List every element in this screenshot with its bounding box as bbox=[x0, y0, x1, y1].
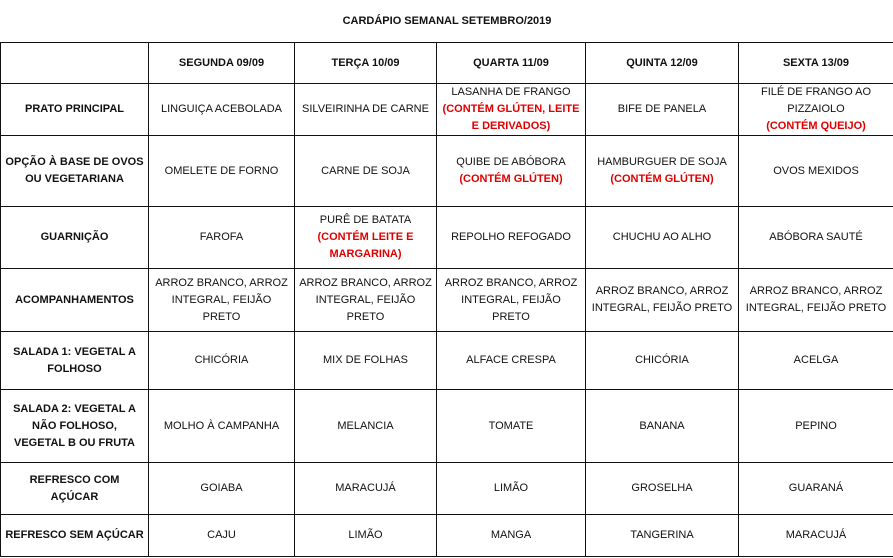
dish-name: FILÉ DE FRANGO AO PIZZAIOLO bbox=[760, 86, 872, 115]
menu-cell bbox=[437, 332, 586, 390]
menu-cell bbox=[295, 515, 437, 557]
dish-name: MARACUJÁ bbox=[335, 482, 396, 494]
dish-name: BANANA bbox=[639, 419, 685, 432]
menu-cell bbox=[149, 463, 295, 515]
menu-cell bbox=[437, 207, 586, 269]
table-row bbox=[1, 207, 893, 269]
menu-cell bbox=[739, 515, 893, 557]
day-header: QUINTA 12/09 bbox=[586, 43, 739, 84]
dish-name: MARACUJÁ bbox=[785, 529, 847, 541]
dish-name: GOIABA bbox=[200, 482, 243, 494]
menu-cell bbox=[586, 515, 739, 557]
dish-name: HAMBURGUER DE SOJA bbox=[597, 156, 727, 168]
menu-cell bbox=[739, 136, 893, 207]
dish-name: OVOS MEXIDOS bbox=[773, 164, 859, 177]
menu-cell bbox=[149, 332, 295, 390]
menu-cell bbox=[149, 207, 295, 269]
dish-name: ALFACE CRESPA bbox=[466, 354, 556, 366]
allergen-note: (CONTÉM GLÚTEN) bbox=[459, 173, 563, 185]
menu-cell bbox=[739, 269, 893, 332]
dish-name: BIFE DE PANELA bbox=[617, 103, 707, 115]
table-row bbox=[1, 463, 893, 515]
dish-name: ARROZ BRANCO, ARROZ INTEGRAL, FEIJÃO PRETO bbox=[155, 276, 288, 323]
row-label: REFRESCO SEM AÇÚCAR bbox=[1, 515, 149, 557]
dish-name: CARNE DE SOJA bbox=[321, 164, 410, 177]
dish-name: PEPINO bbox=[795, 419, 837, 432]
dish-name: GUARANÁ bbox=[788, 482, 844, 494]
dish-name: QUIBE DE ABÓBORA bbox=[456, 156, 566, 168]
table-row bbox=[1, 136, 893, 207]
allergen-note: (CONTÉM LEITE E MARGARINA) bbox=[317, 231, 414, 260]
menu-cell bbox=[586, 332, 739, 390]
dish-name: REPOLHO REFOGADO bbox=[451, 231, 571, 243]
dish-name: GROSELHA bbox=[631, 482, 693, 494]
menu-cell bbox=[149, 515, 295, 557]
dish-name: ARROZ BRANCO, ARROZ INTEGRAL, FEIJÃO PRETO bbox=[591, 285, 733, 314]
table-row bbox=[1, 269, 893, 332]
dish-name: OMELETE DE FORNO bbox=[164, 164, 279, 177]
allergen-note: (CONTÉM GLÚTEN, LEITE E DERIVADOS) bbox=[442, 103, 580, 132]
table-row bbox=[1, 332, 893, 390]
menu-cell bbox=[295, 84, 437, 136]
dish-name: MELANCIA bbox=[337, 419, 394, 432]
dish-name: MANGA bbox=[490, 529, 532, 541]
menu-cell bbox=[437, 390, 586, 463]
dish-name: ARROZ BRANCO, ARROZ INTEGRAL, FEIJÃO PRETO bbox=[745, 285, 887, 314]
menu-cell bbox=[149, 136, 295, 207]
dish-name: LIMÃO bbox=[493, 482, 529, 494]
row-label: PRATO PRINCIPAL bbox=[1, 84, 149, 136]
menu-cell bbox=[586, 269, 739, 332]
menu-cell bbox=[437, 515, 586, 557]
menu-cell bbox=[586, 207, 739, 269]
menu-cell bbox=[739, 390, 893, 463]
dish-name: TANGERINA bbox=[630, 529, 694, 541]
page-title: CARDÁPIO SEMANAL SETEMBRO/2019 bbox=[1, 0, 893, 43]
menu-cell bbox=[586, 84, 739, 136]
dish-name: CAJU bbox=[207, 529, 236, 541]
row-label: SALADA 1: VEGETAL A FOLHOSO bbox=[1, 332, 149, 390]
corner-cell bbox=[1, 43, 149, 84]
dish-name: MIX DE FOLHAS bbox=[323, 354, 408, 366]
menu-cell bbox=[586, 136, 739, 207]
day-header: SEXTA 13/09 bbox=[739, 43, 893, 84]
dish-name: MOLHO À CAMPANHA bbox=[163, 419, 280, 432]
menu-cell bbox=[739, 207, 893, 269]
menu-cell bbox=[437, 84, 586, 136]
menu-cell bbox=[437, 269, 586, 332]
dish-name: FAROFA bbox=[199, 231, 244, 243]
row-label: GUARNIÇÃO bbox=[1, 207, 149, 269]
day-header: SEGUNDA 09/09 bbox=[149, 43, 295, 84]
allergen-note: (CONTÉM GLÚTEN) bbox=[610, 173, 714, 185]
menu-cell bbox=[437, 136, 586, 207]
dish-name: ARROZ BRANCO, ARROZ INTEGRAL, FEIJÃO PRETO bbox=[299, 276, 432, 323]
row-label: SALADA 2: VEGETAL A NÃO FOLHOSO, VEGETAL B OU FRUTA bbox=[1, 390, 149, 463]
dish-name: TOMATE bbox=[488, 419, 534, 432]
dish-name: LIMÃO bbox=[348, 529, 383, 541]
menu-cell bbox=[586, 463, 739, 515]
row-label: OPÇÃO À BASE DE OVOS OU VEGETARIANA bbox=[1, 136, 149, 207]
dish-name: ARROZ BRANCO, ARROZ INTEGRAL, FEIJÃO PRETO bbox=[444, 276, 578, 323]
menu-cell bbox=[295, 207, 437, 269]
dish-name: ABÓBORA SAUTÉ bbox=[769, 231, 863, 243]
table-row bbox=[1, 390, 893, 463]
dish-name: LINGUIÇA ACEBOLADA bbox=[160, 103, 283, 115]
menu-cell bbox=[586, 390, 739, 463]
menu-cell bbox=[739, 463, 893, 515]
menu-cell bbox=[295, 332, 437, 390]
dish-name: ACELGA bbox=[793, 354, 839, 366]
menu-cell bbox=[149, 390, 295, 463]
allergen-note: (CONTÉM QUEIJO) bbox=[766, 120, 866, 132]
day-header: TERÇA 10/09 bbox=[295, 43, 437, 84]
menu-cell bbox=[295, 390, 437, 463]
menu-cell bbox=[739, 332, 893, 390]
menu-cell bbox=[739, 84, 893, 136]
dish-name: SILVEIRINHA DE CARNE bbox=[302, 103, 429, 115]
row-label: ACOMPANHAMENTOS bbox=[1, 269, 149, 332]
menu-cell bbox=[149, 269, 295, 332]
dish-name: CHUCHU AO ALHO bbox=[612, 231, 712, 243]
table-row bbox=[1, 515, 893, 557]
menu-cell bbox=[295, 136, 437, 207]
dish-name: CHICÓRIA bbox=[635, 354, 689, 366]
menu-cell bbox=[295, 269, 437, 332]
dish-name: PURÊ DE BATATA bbox=[319, 214, 412, 226]
table-row bbox=[1, 84, 893, 136]
dish-name: LASANHA DE FRANGO bbox=[451, 86, 571, 98]
row-label: REFRESCO COM AÇÚCAR bbox=[1, 463, 149, 515]
menu-cell bbox=[295, 463, 437, 515]
dish-name: CHICÓRIA bbox=[194, 354, 249, 366]
menu-cell bbox=[149, 84, 295, 136]
menu-cell bbox=[437, 463, 586, 515]
day-header: QUARTA 11/09 bbox=[437, 43, 586, 84]
